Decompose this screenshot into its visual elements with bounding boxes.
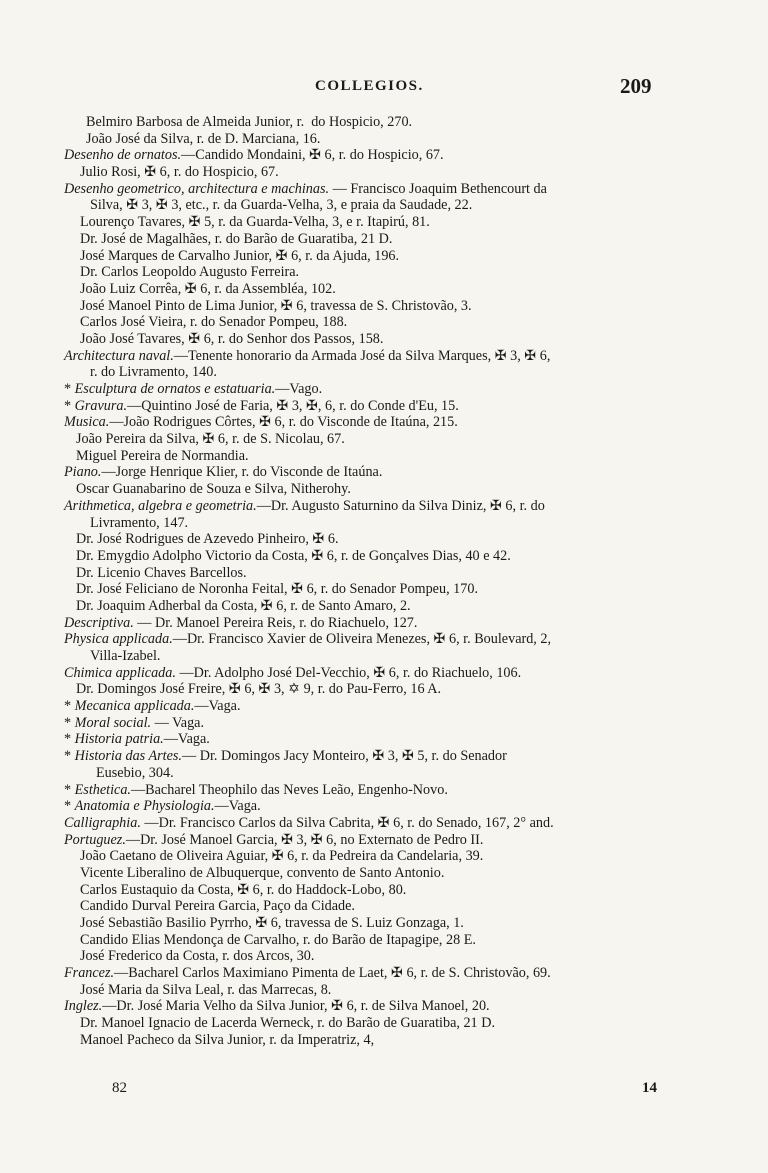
text-segment: — Vaga.	[151, 714, 205, 731]
text-segment: Dr. Emygdio Adolpho Victorio da Costa, ✠ 6, r. de Gonçalves Dias, 40 e 42.	[76, 547, 511, 564]
text-segment: Dr. Domingos José Freire, ✠ 6, ✠ 3, ✡ 9, r. do Pau-Ferro, 16 A.	[76, 681, 442, 698]
text-line	[0, 214, 768, 231]
text-line	[0, 464, 768, 481]
text-line	[0, 665, 768, 682]
text-segment: —Dr. Adolpho José Del-Vecchio, ✠ 6, r. do Riachuelo, 106.	[175, 664, 522, 681]
subject-heading: Esthetica.	[74, 781, 131, 798]
subject-heading: Desenho geometrico, architectura e machinas.	[64, 180, 330, 197]
text-line	[0, 848, 768, 865]
subject-heading: Historia das Artes.	[74, 748, 182, 765]
text-segment: Vicente Liberalino de Albuquerque, convento de Santo Antonio.	[80, 864, 445, 881]
text-segment: *	[64, 731, 75, 748]
text-line	[0, 731, 768, 748]
text-segment: *	[64, 798, 75, 815]
text-segment: —Jorge Henrique Klier, r. do Visconde de Itaúna.	[101, 464, 383, 481]
text-line	[0, 348, 768, 365]
subject-heading: Architectura naval.	[64, 347, 174, 364]
subject-heading: Piano.	[64, 464, 102, 481]
text-segment: — Dr. Manoel Pereira Reis, r. do Riachuelo, 127.	[133, 614, 418, 631]
text-line	[0, 998, 768, 1015]
text-segment: Eusebio, 304.	[96, 764, 174, 781]
text-segment: *	[64, 397, 75, 414]
subject-heading: Desenho de ornatos.	[64, 147, 182, 164]
text-line	[0, 882, 768, 899]
text-line	[0, 915, 768, 932]
text-segment: Dr. Licenio Chaves Barcellos.	[76, 564, 247, 581]
text-line	[0, 581, 768, 598]
text-line	[0, 832, 768, 849]
text-line	[0, 782, 768, 799]
text-segment: —Tenente honorario da Armada José da Silva Marques, ✠ 3, ✠ 6,	[173, 347, 551, 364]
text-segment: —Dr. Francisco Carlos da Silva Cabrita, ✠ 6, r. do Senado, 167, 2° and.	[140, 814, 554, 831]
page-footer	[0, 1080, 768, 1100]
text-line	[0, 948, 768, 965]
text-segment: —Dr. Francisco Xavier de Oliveira Menezes, ✠ 6, r. Boulevard, 2,	[172, 631, 552, 648]
text-line	[0, 648, 768, 665]
text-segment: João Pereira da Silva, ✠ 6, r. de S. Nicolau, 67.	[76, 431, 345, 448]
subject-heading: Anatomia e Physiologia.	[74, 798, 215, 815]
text-segment: Silva, ✠ 3, ✠ 3, etc., r. da Guarda-Velha, 3, e praia da Saudade, 22.	[90, 197, 473, 214]
text-body	[0, 114, 768, 1049]
text-segment: —Vago.	[275, 381, 323, 397]
page-number: 209	[620, 74, 652, 98]
subject-heading: Historia patria.	[74, 731, 164, 748]
subject-heading: Musica.	[64, 414, 110, 431]
text-segment: João Luiz Corrêa, ✠ 6, r. da Assembléa, 102.	[80, 280, 336, 297]
text-line	[0, 448, 768, 465]
text-segment: Dr. José Rodrigues de Azevedo Pinheiro, ✠ 6.	[76, 531, 339, 548]
text-segment: —João Rodrigues Côrtes, ✠ 6, r. do Visconde de Itaúna, 215.	[109, 414, 458, 431]
text-segment: Carlos Eustaquio da Costa, ✠ 6, r. do Haddock-Lobo, 80.	[80, 881, 407, 898]
text-segment: João Caetano de Oliveira Aguiar, ✠ 6, r. da Pedreira da Candelaria, 39.	[80, 848, 484, 865]
subject-heading: Descriptiva.	[64, 614, 134, 631]
text-segment: João José Tavares, ✠ 6, r. do Senhor dos Passos, 158.	[80, 330, 384, 347]
text-line	[0, 498, 768, 515]
text-line	[0, 414, 768, 431]
text-segment: —Vaga.	[194, 698, 241, 715]
text-segment: Miguel Pereira de Normandia.	[76, 447, 249, 464]
text-line	[0, 431, 768, 448]
text-line	[0, 147, 768, 164]
text-line	[0, 1032, 768, 1049]
text-line	[0, 982, 768, 999]
text-line	[0, 114, 768, 131]
subject-heading: Mecanica applicada.	[74, 698, 195, 715]
text-line	[0, 531, 768, 548]
text-segment: Dr. Joaquim Adherbal da Costa, ✠ 6, r. de Santo Amaro, 2.	[76, 597, 411, 614]
text-segment: Julio Rosi, ✠ 6, r. do Hospicio, 67.	[80, 164, 279, 181]
subject-heading: Portuguez.	[64, 831, 126, 848]
subject-heading: Moral social.	[74, 714, 152, 731]
subject-heading: Physica applicada.	[64, 631, 173, 648]
text-segment: *	[64, 698, 75, 715]
text-line	[0, 331, 768, 348]
text-segment: Candido Elias Mendonça de Carvalho, r. do Barão de Itapagipe, 28 E.	[80, 931, 476, 948]
text-line	[0, 865, 768, 882]
text-line	[0, 398, 768, 415]
signature-mark-left: 82	[112, 1080, 127, 1096]
text-line	[0, 798, 768, 815]
text-segment: —Candido Mondaini, ✠ 6, r. do Hospicio, 67.	[181, 147, 444, 164]
text-segment: — Francisco Joaquim Bethencourt da	[329, 180, 547, 197]
text-segment: r. do Livramento, 140.	[90, 364, 217, 381]
text-segment: João José da Silva, r. de D. Marciana, 16.	[86, 130, 321, 147]
text-segment: —Bacharel Theophilo das Neves Leão, Engenho-Novo.	[130, 781, 448, 798]
subject-heading: Arithmetica, algebra e geometria.	[64, 497, 257, 514]
text-line	[0, 548, 768, 565]
text-line	[0, 481, 768, 498]
text-line	[0, 932, 768, 949]
subject-heading: Esculptura de ornatos e estatuaria.	[74, 381, 276, 397]
text-segment: Dr. José de Magalhães, r. do Barão de Guaratiba, 21 D.	[80, 230, 393, 247]
text-line	[0, 898, 768, 915]
text-line	[0, 381, 768, 398]
text-segment: —Vaga.	[163, 731, 210, 748]
text-segment: —Quintino José de Faria, ✠ 3, ✠, 6, r. do Conde d'Eu, 15.	[127, 397, 459, 414]
text-segment: Candido Durval Pereira Garcia, Paço da Cidade.	[80, 898, 355, 915]
text-line	[0, 197, 768, 214]
text-segment: *	[64, 781, 75, 798]
text-segment: José Maria da Silva Leal, r. das Marrecas, 8.	[80, 981, 332, 998]
text-segment: *	[64, 748, 75, 765]
text-line	[0, 164, 768, 181]
running-title: COLLEGIOS.	[315, 78, 424, 94]
text-segment: José Frederico da Costa, r. dos Arcos, 30.	[80, 948, 315, 965]
text-line	[0, 615, 768, 632]
text-segment: —Bacharel Carlos Maximiano Pimenta de Laet, ✠ 6, r. de S. Christovão, 69.	[114, 965, 551, 982]
text-line	[0, 264, 768, 281]
running-header	[0, 74, 768, 104]
text-line	[0, 281, 768, 298]
text-line	[0, 181, 768, 198]
text-line	[0, 765, 768, 782]
text-line	[0, 314, 768, 331]
text-segment: José Marques de Carvalho Junior, ✠ 6, r. da Ajuda, 196.	[80, 247, 400, 264]
text-segment: Carlos José Vieira, r. do Senador Pompeu, 188.	[80, 314, 348, 331]
text-segment: José Manoel Pinto de Lima Junior, ✠ 6, travessa de S. Christovão, 3.	[80, 297, 472, 314]
signature-mark-right: 14	[642, 1080, 657, 1096]
text-segment: Dr. Carlos Leopoldo Augusto Ferreira.	[80, 264, 300, 281]
text-segment: Lourenço Tavares, ✠ 5, r. da Guarda-Velha, 3, e r. Itapirú, 81.	[80, 214, 430, 231]
text-segment: —Dr. José Manoel Garcia, ✠ 3, ✠ 6, no Externato de Pedro II.	[125, 831, 484, 848]
text-line	[0, 815, 768, 832]
text-segment: —Vaga.	[214, 798, 261, 815]
text-line	[0, 515, 768, 532]
text-line	[0, 598, 768, 615]
text-line	[0, 748, 768, 765]
text-line	[0, 364, 768, 381]
text-line	[0, 131, 768, 148]
text-segment: *	[64, 381, 75, 397]
text-segment: *	[64, 714, 75, 731]
text-line	[0, 1015, 768, 1032]
text-segment: Dr. José Feliciano de Noronha Feital, ✠ 6, r. do Senador Pompeu, 170.	[76, 581, 478, 598]
text-segment: Oscar Guanabarino de Souza e Silva, Nitherohy.	[76, 481, 351, 498]
text-segment: —Dr. José Maria Velho da Silva Junior, ✠ 6, r. de Silva Manoel, 20.	[102, 998, 490, 1015]
text-segment: — Dr. Domingos Jacy Monteiro, ✠ 3, ✠ 5, r. do Senador	[181, 748, 507, 765]
subject-heading: Gravura.	[74, 397, 128, 414]
text-line	[0, 715, 768, 732]
text-line	[0, 681, 768, 698]
text-line	[0, 965, 768, 982]
text-segment: Villa-Izabel.	[90, 648, 161, 664]
text-line	[0, 298, 768, 315]
text-line	[0, 565, 768, 582]
subject-heading: Inglez.	[64, 998, 103, 1015]
text-segment: Dr. Manoel Ignacio de Lacerda Werneck, r. do Barão de Guaratiba, 21 D.	[80, 1015, 495, 1032]
text-segment: —Dr. Augusto Saturnino da Silva Diniz, ✠ 6, r. do	[256, 497, 545, 514]
text-segment: José Sebastião Basilio Pyrrho, ✠ 6, travessa de S. Luiz Gonzaga, 1.	[80, 915, 464, 931]
text-segment: Belmiro Barbosa de Almeida Junior, r. do Hospicio, 270.	[86, 114, 413, 130]
text-line	[0, 248, 768, 265]
subject-heading: Calligraphia.	[64, 814, 141, 831]
text-line	[0, 631, 768, 648]
text-line	[0, 231, 768, 248]
subject-heading: Chimica applicada.	[64, 664, 176, 681]
text-line	[0, 698, 768, 715]
text-segment: Livramento, 147.	[90, 514, 189, 531]
subject-heading: Francez.	[64, 965, 115, 982]
text-segment: Manoel Pacheco da Silva Junior, r. da Imperatriz, 4,	[80, 1031, 375, 1048]
